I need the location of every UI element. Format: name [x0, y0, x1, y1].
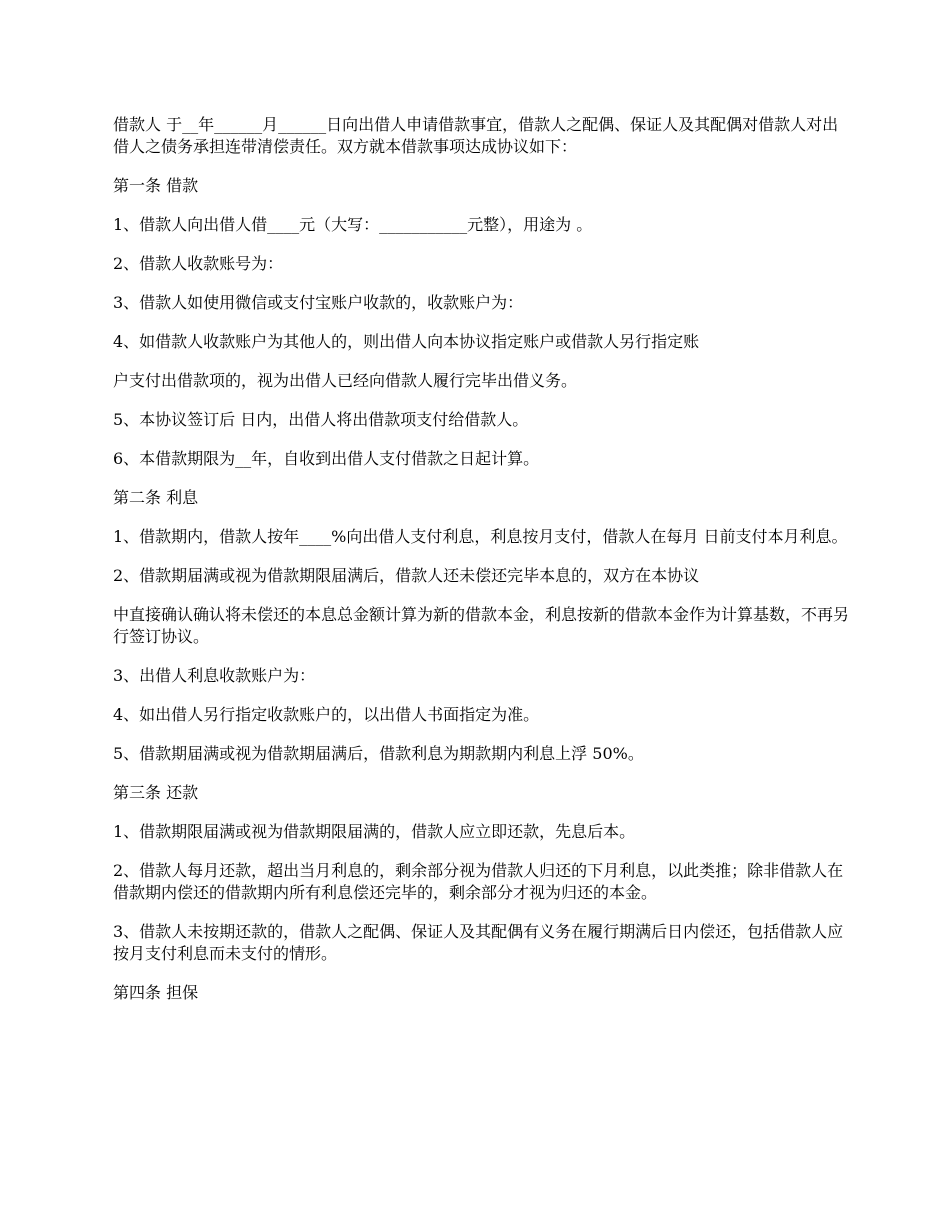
article-1-item: 户支付出借款项的，视为出借人已经向借款人履行完毕出借义务。	[113, 371, 578, 390]
article-1-item: 1、借款人向出借人借____元（大写：___________元整），用途为 。	[113, 215, 593, 234]
intro-paragraph: 借款人 于__年______月______日向出借人申请借款事宜，借款人之配偶、保证人及其配偶对借款人对出借人之债务承担连带清偿责任。双方就本借款事项达成协议如下：	[113, 115, 839, 156]
article-1-item: 2、借款人收款账号为：	[113, 254, 284, 273]
article-2-item: 1、借款期内，借款人按年____%向出借人支付利息，利息按月支付，借款人在每月 日前支付本月利息。	[113, 527, 848, 546]
article-2-item: 5、借款期届满或视为借款期届满后，借款利息为期款期内利息上浮 50%。	[113, 744, 644, 763]
article-3-item: 2、借款人每月还款，超出当月利息的，剩余部分视为借款人归还的下月利息，以此类推；除非借款人在借款期内偿还的借款期内所有利息偿还完毕的，剩余部分才视为归还的本金。	[113, 861, 844, 902]
article-1-item: 5、本协议签订后 日内，出借人将出借款项支付给借款人。	[113, 410, 529, 429]
article-3-item: 1、借款期限届满或视为借款期限届满的，借款人应立即还款，先息后本。	[113, 822, 636, 841]
article-2-item: 4、如出借人另行指定收款账户的，以出借人书面指定为准。	[113, 705, 540, 724]
article-1-item: 3、借款人如使用微信或支付宝账户收款的，收款账户为：	[113, 293, 524, 312]
article-3-item: 3、借款人未按期还款的，借款人之配偶、保证人及其配偶有义务在履行期满后日内偿还，包括借款人应按月支付利息而未支付的情形。	[113, 922, 844, 963]
document-body	[113, 114, 853, 1021]
article-2-item: 2、借款期届满或视为借款期限届满后，借款人还未偿还完毕本息的，双方在本协议	[113, 566, 700, 585]
article-3-heading: 第三条 还款	[113, 783, 199, 802]
article-1-heading: 第一条 借款	[113, 176, 199, 195]
article-1-item: 6、本借款期限为__年，自收到出借人支付借款之日起计算。	[113, 449, 540, 468]
article-2-heading: 第二条 利息	[113, 488, 199, 507]
article-2-item: 3、出借人利息收款账户为：	[113, 666, 316, 685]
article-2-item: 中直接确认确认将未偿还的本息总金额计算为新的借款本金，利息按新的借款本金作为计算基数，不再另行签订协议。	[113, 605, 850, 646]
article-1-item: 4、如借款人收款账户为其他人的，则出借人向本协议指定账户或借款人另行指定账	[113, 332, 700, 351]
article-4-heading: 第四条 担保	[113, 983, 199, 1002]
